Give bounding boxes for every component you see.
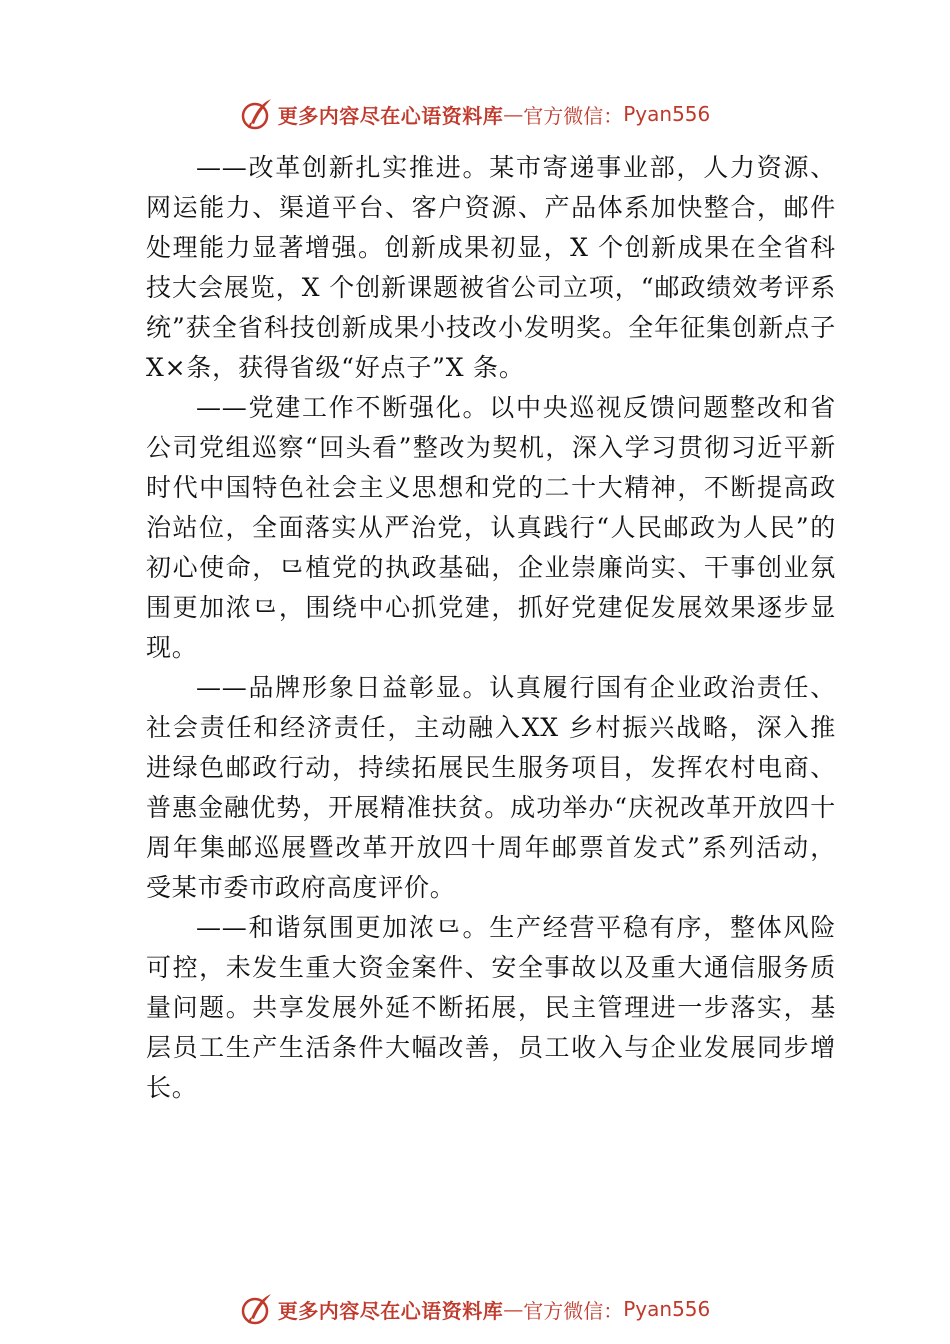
quill-pen-logo-icon [240,97,274,131]
paragraph-brand-image: ——品牌形象日益彰显。认真履行国有企业政治责任、社会责任和经济责任，主动融入XX 乡村振兴战略，深入推进绿色邮政行动，持续拓展民生服务项目，发挥农村电商、普惠金融优势，开展精准扶贫。成功举办“庆祝改革开放四十周年集邮巡展暨改革开放四十周年邮票首发式”系列活动， 受某市委市政府高度评价。 [146,673,836,902]
header-wechat-label: 官方微信： [523,103,624,128]
document-body [146,148,836,1108]
footer-wechat-id: Pyan556 [623,1297,711,1321]
header-banner [0,94,950,134]
footer-brand-text: 更多内容尽在心语资料库 [277,1298,504,1323]
footer-banner [0,1289,950,1329]
footer-dash: — [503,1297,524,1321]
header-brand-text: 更多内容尽在心语资料库 [277,103,504,128]
paragraph-reform-innovation: ——改革创新扎实推进。某市寄递事业部，人力资源、网运能力、渠道平台、客户资源、产品体系加快整合，邮件处理能力显著增强。创新成果初显，X 个创新成果在全省科技大会展览，X 个创新课题被省公司立项，“邮政绩效考评系统”获全省科技创新成果小技改小发明奖。全年征集创新点子X×条，获得省级“好点子”X 条。 [146,153,836,382]
header-dash: — [503,102,524,126]
header-wechat-id: Pyan556 [623,102,711,126]
footer-wechat-label: 官方微信： [523,1298,624,1323]
paragraph-harmony: ——和谐氛围更加浓⺋。生产经营平稳有序，整体风险可控，未发生重大资金案件、安全事故以及重大通信服务质量问题。共享发展外延不断拓展，民主管理进一步落实，基层员工生产生活条件大幅改善，员工收入与企业发展同步增长。 [146,913,836,1102]
quill-pen-logo-icon [240,1292,274,1326]
paragraph-party-building: ——党建工作不断强化。以中央巡视反馈问题整改和省公司党组巡察“回头看”整改为契机，深入学习贯彻习近平新时代中国特色社会主义思想和党的二十大精神，不断提高政治站位，全面落实从严治党，认真践行“人民邮政为人民”的初心使命，⺋植党的执政基础，企业崇廉尚实、干事创业氛围更加浓⺋，围绕中心抓党建，抓好党建促发展效果逐步显现。 [146,393,836,662]
